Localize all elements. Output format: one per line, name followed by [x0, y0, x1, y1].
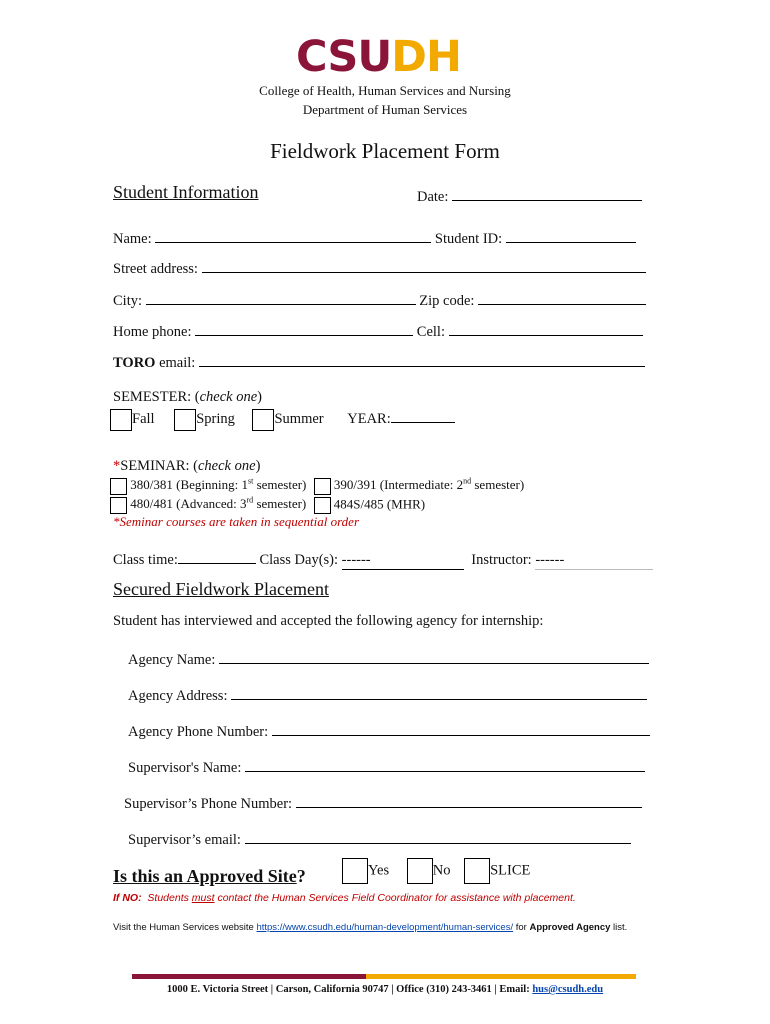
semester-label-row	[113, 389, 262, 406]
yes-label: Yes	[368, 862, 390, 879]
student-info-heading: Student Information	[113, 182, 259, 202]
home-phone-label: Home phone:	[113, 324, 192, 340]
department-name: Department of Human Services	[302, 102, 468, 117]
zip-label: Zip code:	[419, 293, 475, 309]
class-time-field[interactable]	[178, 549, 256, 564]
date-label: Date:	[417, 189, 449, 205]
if-no-post: contact the Human Services Field Coordinator for assistance with placement.	[214, 892, 576, 904]
seminar-484-label: 484S/485 (MHR)	[333, 496, 426, 512]
seminar-390-text: 390/391 (Intermediate: 2	[333, 477, 464, 493]
seminar-390-label	[334, 477, 524, 492]
csudh-logo	[296, 32, 461, 82]
seminar-row-2	[110, 496, 425, 514]
seminar-row-1	[110, 477, 524, 495]
seminar-390-sup: nd	[463, 477, 472, 486]
if-no-must: must	[191, 892, 215, 904]
seminar-label: SEMINAR: (	[120, 458, 198, 474]
city-row	[113, 290, 646, 310]
home-phone-field[interactable]	[195, 321, 413, 336]
date-row	[417, 186, 642, 206]
placement-intro: Student has interviewed and accepted the following agency for internship:	[113, 613, 544, 629]
instructor-value: ------	[535, 552, 565, 568]
agency-address-field[interactable]	[231, 685, 647, 700]
seminar-480-rest: semester)	[253, 496, 307, 512]
slice-checkbox[interactable]	[464, 858, 490, 884]
semester-label: SEMESTER: (	[113, 389, 200, 405]
if-no-pre: Students	[141, 892, 192, 904]
year-label: YEAR:	[347, 411, 391, 427]
email-label: email:	[155, 355, 196, 371]
email-row	[113, 352, 645, 372]
semester-options	[110, 408, 455, 431]
fall-label: Fall	[132, 411, 155, 427]
human-services-link[interactable]: https://www.csudh.edu/human-development/human-services/	[256, 922, 514, 933]
spring-checkbox[interactable]	[174, 409, 196, 431]
instructor-field[interactable]	[535, 552, 653, 570]
class-time-label: Class time:	[113, 552, 178, 568]
footer-email-link[interactable]: hus@csudh.edu	[532, 984, 604, 995]
name-label: Name:	[113, 231, 152, 247]
supervisor-email-label: Supervisor’s email:	[128, 832, 241, 848]
instructor-label: Instructor:	[471, 552, 532, 568]
seminar-note: *Seminar courses are taken in sequential order	[113, 514, 359, 529]
city-field[interactable]	[146, 290, 416, 305]
student-id-field[interactable]	[506, 228, 636, 243]
visit-pre: Visit the Human Services website	[113, 922, 257, 933]
supervisor-name-row	[128, 757, 645, 777]
name-field[interactable]	[155, 228, 431, 243]
if-no-label: If NO:	[113, 892, 142, 904]
slice-label: SLICE	[490, 862, 531, 879]
seminar-480-checkbox[interactable]	[110, 497, 127, 514]
supervisor-phone-label: Supervisor’s Phone Number:	[124, 796, 293, 812]
agency-name-label: Agency Name:	[128, 652, 216, 668]
cell-field[interactable]	[449, 321, 643, 336]
summer-checkbox[interactable]	[252, 409, 274, 431]
zip-field[interactable]	[478, 290, 646, 305]
seminar-close: )	[255, 458, 261, 474]
seminar-484-checkbox[interactable]	[314, 497, 331, 514]
placement-heading: Secured Fieldwork Placement	[113, 579, 329, 599]
seminar-380-label	[130, 477, 306, 492]
toro-email-field[interactable]	[199, 352, 645, 367]
agency-phone-label: Agency Phone Number:	[128, 724, 269, 740]
class-row	[113, 549, 653, 570]
year-field[interactable]	[391, 408, 455, 423]
name-row	[113, 228, 636, 248]
seminar-480-text: 480/481 (Advanced: 3	[130, 496, 247, 512]
seminar-480-sup: rd	[246, 496, 254, 505]
seminar-label-row	[113, 458, 260, 475]
spring-label: Spring	[196, 411, 235, 427]
visit-mid: for	[513, 922, 530, 933]
approved-site-question	[113, 866, 306, 887]
approved-options	[342, 858, 530, 884]
summer-label: Summer	[274, 411, 324, 427]
phone-row	[113, 321, 643, 341]
supervisor-name-label: Supervisor's Name:	[128, 760, 242, 776]
street-field[interactable]	[202, 258, 646, 273]
seminar-390-checkbox[interactable]	[314, 478, 331, 495]
approved-site-label: Is this an Approved Site	[113, 866, 297, 886]
supervisor-email-row	[128, 829, 631, 849]
supervisor-phone-row	[124, 793, 642, 813]
class-days-label: Class Day(s):	[259, 552, 339, 568]
semester-close: )	[257, 389, 263, 405]
supervisor-name-field[interactable]	[245, 757, 645, 772]
seminar-hint: check one	[198, 458, 256, 474]
seminar-asterisk: *	[113, 458, 121, 474]
no-checkbox[interactable]	[407, 858, 433, 884]
class-days-value: ------	[341, 552, 371, 568]
footer-bar-gold	[366, 974, 636, 979]
no-label: No	[432, 862, 451, 879]
date-field[interactable]	[452, 186, 642, 201]
seminar-390-rest: semester)	[471, 477, 525, 493]
yes-checkbox[interactable]	[342, 858, 368, 884]
seminar-380-text: 380/381 (Beginning: 1	[130, 477, 248, 493]
seminar-480-label	[130, 496, 306, 511]
visit-bold: Approved Agency	[529, 922, 611, 933]
agency-name-row	[128, 649, 649, 669]
form-title: Fieldwork Placement Form	[270, 139, 500, 163]
footer-address	[0, 984, 770, 995]
seminar-380-sup: st	[247, 477, 254, 486]
semester-hint: check one	[199, 389, 258, 405]
agency-phone-row	[128, 721, 650, 741]
footer-address-text: 1000 E. Victoria Street | Carson, California 90747 | Office (310) 243-3461 | Email:	[166, 984, 533, 995]
visit-note	[113, 922, 627, 933]
if-no-note	[113, 892, 576, 904]
city-label: City:	[113, 293, 143, 309]
agency-phone-field[interactable]	[272, 721, 650, 736]
street-label: Street address:	[113, 261, 198, 277]
agency-name-field[interactable]	[219, 649, 649, 664]
seminar-380-checkbox[interactable]	[110, 478, 127, 495]
fall-checkbox[interactable]	[110, 409, 132, 431]
supervisor-phone-field[interactable]	[296, 793, 642, 808]
supervisor-email-field[interactable]	[245, 829, 631, 844]
college-name: College of Health, Human Services and Nursing	[259, 83, 511, 98]
agency-address-label: Agency Address:	[128, 688, 228, 704]
approved-site-qmark: ?	[296, 866, 306, 886]
logo-dh: DH	[391, 32, 461, 82]
student-id-label: Student ID:	[434, 231, 503, 247]
class-days-field[interactable]	[342, 552, 464, 570]
street-row	[113, 258, 646, 278]
seminar-380-rest: semester)	[253, 477, 307, 493]
logo-csu: CSU	[296, 32, 392, 82]
agency-address-row	[128, 685, 647, 705]
cell-label: Cell:	[416, 324, 445, 340]
toro-label: TORO	[113, 355, 156, 371]
visit-post: list.	[610, 922, 628, 933]
footer-bar-maroon	[132, 974, 366, 979]
